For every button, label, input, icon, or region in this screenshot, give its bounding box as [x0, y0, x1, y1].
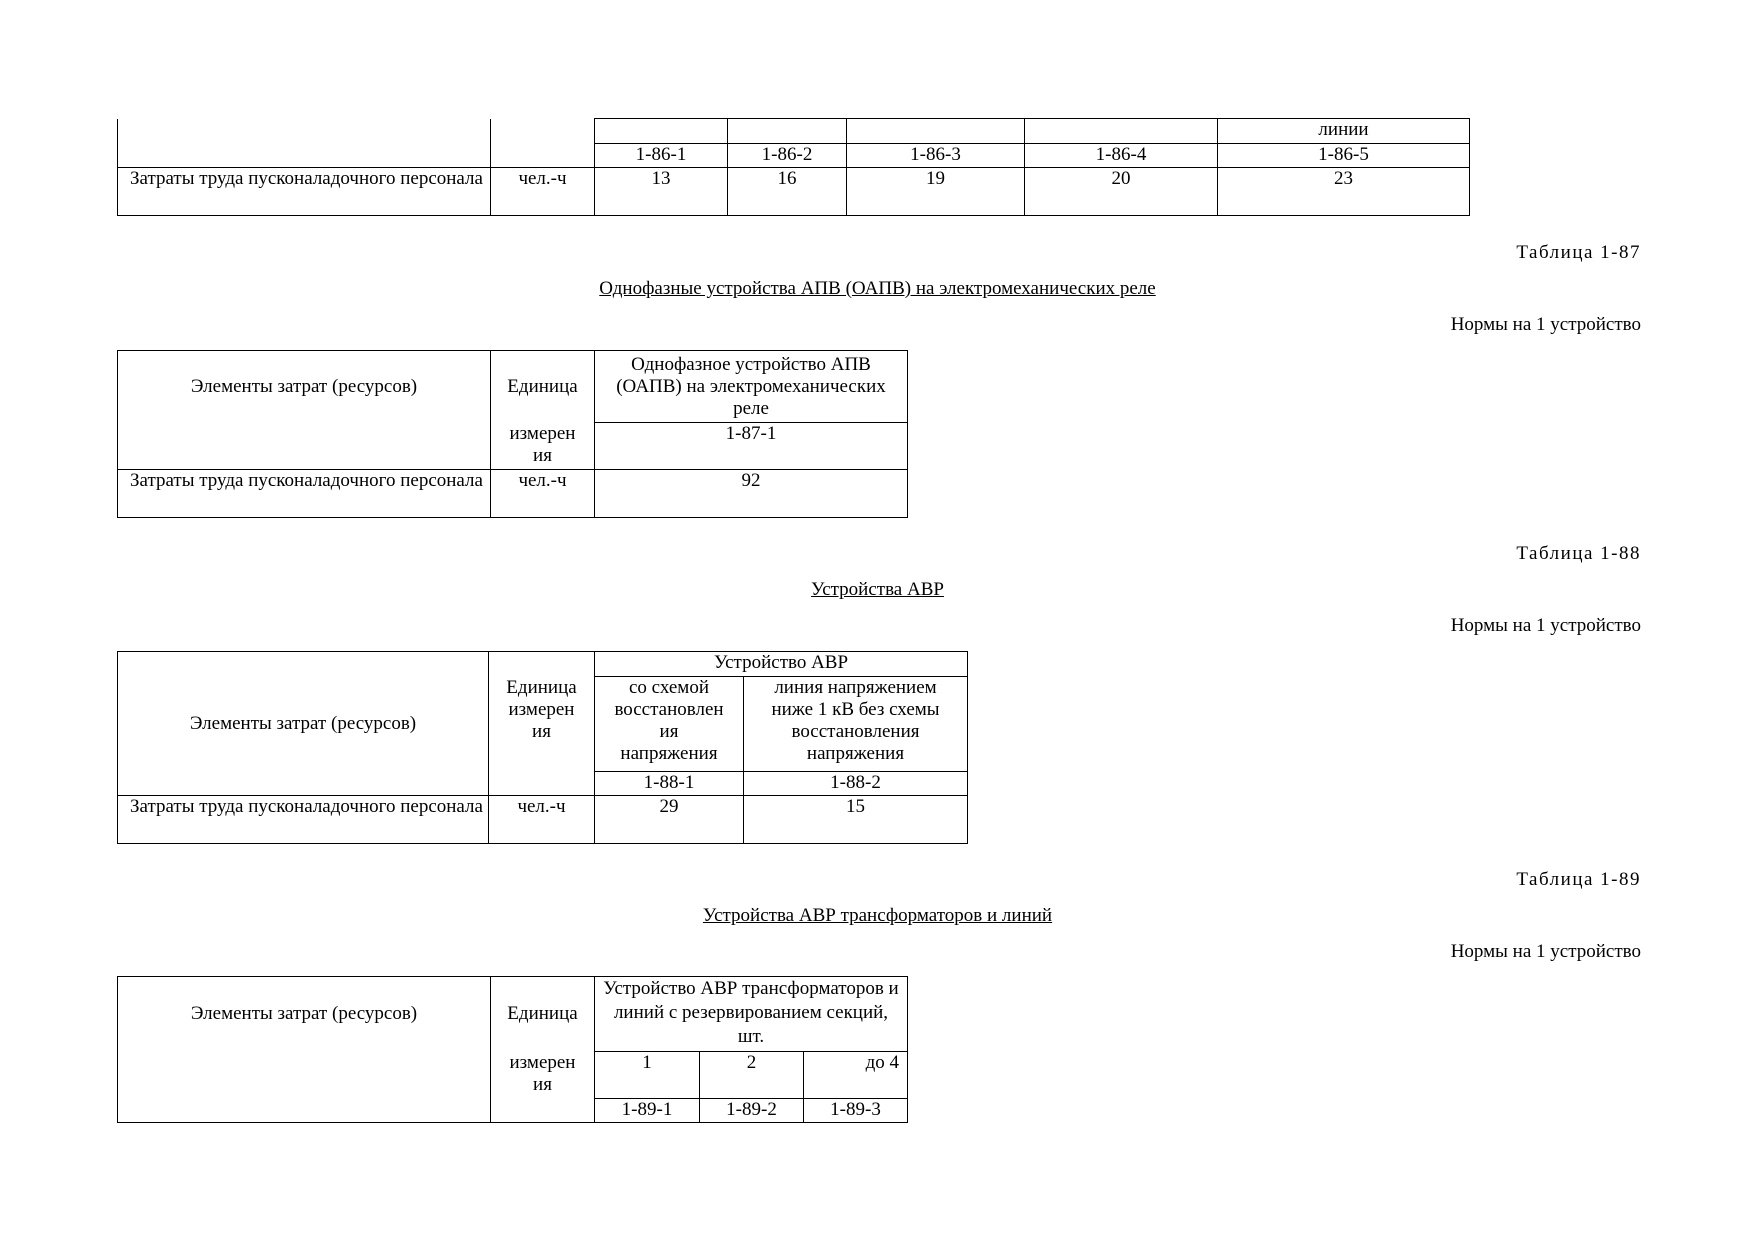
code-cell: 1-89-2: [700, 1099, 804, 1123]
value-cell: 92: [595, 470, 908, 518]
table-1-89: [117, 976, 908, 1123]
subheader-cell: до 4: [804, 1052, 908, 1099]
code-cell: 1-87-1: [595, 423, 908, 470]
subheader-cell: со схемой восстановлен ия напряжения: [595, 677, 744, 772]
cost-element-header: Элементы затрат (ресурсов): [118, 652, 489, 796]
unit-header-cont: измерен ия: [491, 1052, 595, 1123]
value-cell: 29: [595, 796, 744, 844]
norm-note: Нормы на 1 устройство: [1450, 314, 1641, 335]
table-caption: Однофазные устройства АПВ (ОАПВ) на электромеханических реле: [599, 278, 1156, 299]
table-1-86: [117, 118, 1470, 216]
labor-unit: чел.-ч: [491, 168, 595, 216]
unit-cell: [491, 119, 595, 168]
cost-element-header: Элементы затрат (ресурсов): [118, 351, 491, 423]
table-label: Таблица 1-88: [1516, 543, 1641, 564]
subheader-cell: 1: [595, 1052, 700, 1099]
subheader-cell: линия напряжением ниже 1 кВ без схемы восстановления напряжения: [744, 677, 968, 772]
code-cell: 1-89-1: [595, 1099, 700, 1123]
table-label: Таблица 1-89: [1516, 869, 1641, 890]
table-1-88: [117, 651, 968, 844]
value-cell: 13: [595, 168, 728, 216]
labor-row-label: Затраты труда пусконаладочного персонала: [118, 796, 489, 844]
norm-note: Нормы на 1 устройство: [1450, 615, 1641, 636]
header-cell: [595, 119, 728, 144]
cost-element-header-cont: [118, 423, 491, 470]
group-header: Устройство АВР: [595, 652, 968, 677]
code-cell: 1-86-5: [1218, 144, 1470, 168]
labor-row-label: Затраты труда пусконаладочного персонала: [118, 168, 491, 216]
unit-header: Единица: [491, 351, 595, 423]
norm-note: Нормы на 1 устройство: [1450, 941, 1641, 962]
labor-unit: чел.-ч: [491, 470, 595, 518]
cost-element-header-cont: [118, 1052, 491, 1123]
labor-row-label: Затраты труда пусконаладочного персонала: [118, 470, 491, 518]
subheader-cell: 2: [700, 1052, 804, 1099]
code-cell: 1-86-2: [728, 144, 847, 168]
column-header: Однофазное устройство АПВ (ОАПВ) на электромеханических реле: [595, 351, 908, 423]
header-cell: линии: [1218, 119, 1470, 144]
code-cell: 1-89-3: [804, 1099, 908, 1123]
value-cell: 15: [744, 796, 968, 844]
value-cell: 16: [728, 168, 847, 216]
labor-unit: чел.-ч: [489, 796, 595, 844]
group-header: Устройство АВР трансформаторов и линий с резервированием секций, шт.: [595, 977, 908, 1052]
table-caption: Устройства АВР трансформаторов и линий: [702, 905, 1053, 926]
header-cell: [728, 119, 847, 144]
code-cell: 1-88-1: [595, 772, 744, 796]
unit-header-cont: измерен ия: [491, 423, 595, 470]
code-cell: 1-86-3: [847, 144, 1025, 168]
value-cell: 20: [1025, 168, 1218, 216]
value-cell: 23: [1218, 168, 1470, 216]
code-cell: 1-86-1: [595, 144, 728, 168]
table-caption: Устройства АВР: [811, 579, 944, 600]
code-cell: 1-86-4: [1025, 144, 1218, 168]
table-1-87: [117, 350, 908, 518]
header-cell: [1025, 119, 1218, 144]
cost-element-header: Элементы затрат (ресурсов): [118, 977, 491, 1052]
unit-header: Единица: [491, 977, 595, 1052]
code-cell: 1-88-2: [744, 772, 968, 796]
value-cell: 19: [847, 168, 1025, 216]
table-label: Таблица 1-87: [1516, 242, 1641, 263]
unit-header: Единица измерен ия: [489, 652, 595, 796]
header-cell: [847, 119, 1025, 144]
cost-element-cell: [118, 119, 491, 168]
